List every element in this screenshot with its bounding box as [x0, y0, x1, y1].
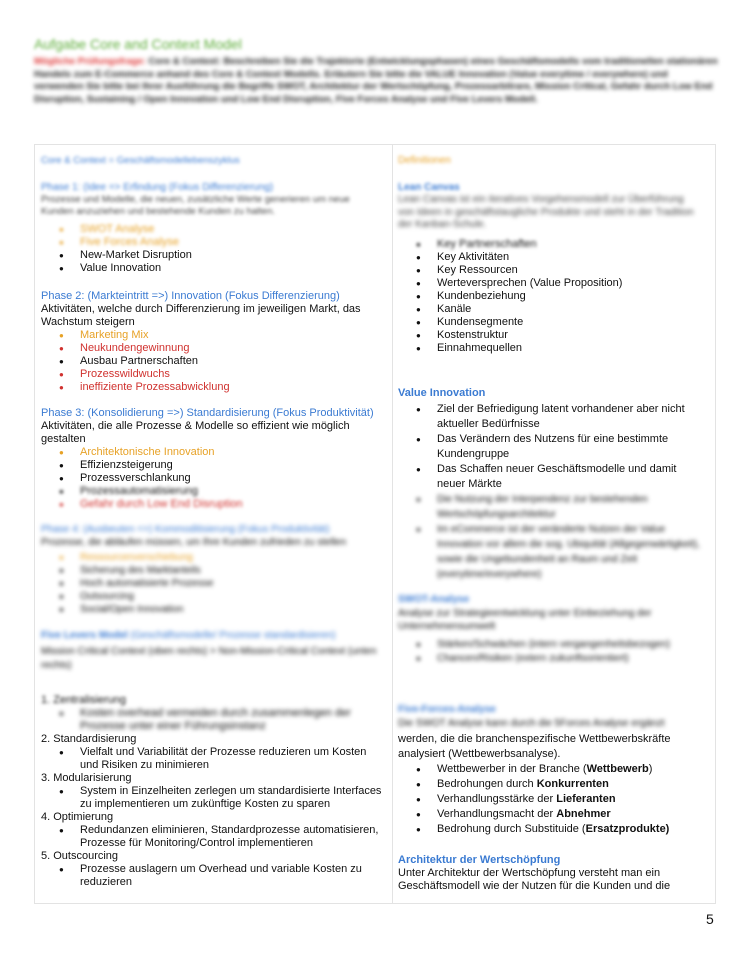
lever-label: 5. Outscourcing	[41, 850, 119, 862]
phase1-desc: Prozesse und Modelle, die neuen, zusätzliche Werte generieren um neue Kunden anzuziehen und bestehende Kunden zu halten.	[41, 194, 350, 217]
value-innovation-title: Value Innovation	[398, 387, 486, 399]
list-item: ● Chancen/Risiken (extern zukunftsorientiert)	[392, 652, 702, 666]
list-item: ● Social/Open Innovation	[35, 603, 375, 616]
lever-label: 1. Zentralisierung	[41, 694, 126, 706]
lever-desc: ● Prozesse auslagern um Overhead und variable Kosten zu reduzieren	[35, 863, 386, 889]
lever-desc: ● System in Einzelheiten zerlegen um standardisierte Interfaces zu implementieren um zukünftige Kosten zu sparen	[35, 785, 386, 811]
phase2-list	[35, 329, 375, 394]
left-column	[34, 144, 393, 904]
list-item: ● Verhandlungsmacht der Abnehmer	[392, 807, 702, 822]
list-item: ● New-Market Disruption	[35, 249, 375, 262]
list-item: ● Verhandlungsstärke der Lieferanten	[392, 792, 702, 807]
list-item: ● Kanäle	[392, 303, 702, 316]
list-item: ● Bedrohungen durch Konkurrenten	[392, 777, 702, 792]
list-item: ● Neukundengewinnung	[35, 342, 375, 355]
list-item: ● Die Nutzung der Interpendenz zur bestehenden Wertschöpfungsarchitektur	[392, 492, 702, 522]
lean-canvas-title: Lean Canvas	[398, 182, 460, 193]
five-forces-desc-blur: Die SWOT Analyse kann durch die 5Forces Analyse ergänzt	[398, 718, 665, 729]
list-item: ● Sicherung des Marktanteils	[35, 564, 375, 577]
lean-canvas-desc: Lean Canvas ist ein iteratives Vorgehensmodell zur Überführung von Ideen in geschäftstaugliche Produkte und steht in der Tradition der Kanban-Schule.	[398, 194, 694, 230]
phase4-list	[35, 551, 375, 616]
list-item: ● SWOT Analyse	[35, 223, 375, 236]
document-title: Aufgabe Core and Context Model	[34, 36, 242, 52]
levers-desc: Mission Critical Context (oben rechts) > Non-Mission-Critical Context (unten rechts)	[41, 646, 377, 671]
phase4-desc: Prozesse, die abläufen müssen, um Ihre Kunden zufrieden zu stellen	[41, 537, 347, 548]
right-heading: Definitionen	[398, 155, 451, 166]
lever-desc: ● Redundanzen eliminieren, Standardprozesse automatisieren, Prozesse für Monitoring/Control implementieren	[35, 824, 386, 850]
list-item: ● Marketing Mix	[35, 329, 375, 342]
list-item: ● Ressourcenverschiebung	[35, 551, 375, 564]
list-item: ● Das Verändern des Nutzens für eine bestimmte Kundengruppe	[392, 432, 702, 462]
lean-canvas-list	[392, 238, 702, 355]
list-item: ● Bedrohung durch Substituide (Ersatzprodukte)	[392, 822, 702, 837]
swot-list	[392, 638, 702, 666]
list-item: ● Value Innovation	[35, 262, 375, 275]
phase2-title: Phase 2: (Markteintritt =>) Innovation (Fokus Differenzierung)	[41, 290, 340, 302]
architecture-desc: Unter Architektur der Wertschöpfung versteht man ein Geschäftsmodell wie der Nutzen für die Kunden und die	[398, 867, 671, 892]
list-item: ● Wettbewerber in der Branche (Wettbewerb)	[392, 762, 702, 777]
list-item: ● Hoch automatisierte Prozesse	[35, 577, 375, 590]
lever-desc: ● Vielfalt und Variabilität der Prozesse reduzieren um Kosten und Risiken zu minimieren	[35, 746, 386, 772]
list-item: ● Prozessverschlankung	[35, 472, 375, 485]
page-number: 5	[706, 911, 714, 927]
lever-label: 4. Optimierung	[41, 811, 114, 823]
lever-label: 2. Standardisierung	[41, 733, 137, 745]
list-item: ● Gefahr durch Low End Disruption	[35, 498, 375, 511]
exam-question-text: Core & Context: Beschreiben Sie die Trajektorie (Entwicklungsphasen) eines Geschäftsmodells vom traditionellen stationären Handels zum E-Commerce anhand des Core & Context Modells. Erläutern Sie bitte die VALUE Innovation (Value everytime / everywhere) und verwenden Sie bitte bei Ihrer Ausführung die Begriffe SWOT, Architektur der Wertschöpfung, Prozessarbitrare, Mission Critical, Gefahr durch Low End Disruption, Sustaining / Open Innovation und Low End Disruption, Five Forces Analyse und Five Levers Modell.	[34, 56, 718, 105]
five-forces-desc: werden, die die branchenspezifische Wettbewerbskräfte analysiert (Wettbewerbsanalyse).	[398, 733, 671, 760]
list-item: ● Im eCommerce ist der veränderte Nutzen der Value Innovation vor allem die sog. Ubiquität (Allgegenwärtigkeit), sowie die Ungebundenheit an Raum und Zeit (everytime/everywhere)	[392, 522, 702, 582]
list-item: ● Ausbau Partnerschaften	[35, 355, 375, 368]
phase3-title: Phase 3: (Konsolidierung =>) Standardisierung (Fokus Produktivität)	[41, 407, 374, 419]
right-column	[392, 144, 716, 904]
five-forces-title: Five-Forces-Analyse	[398, 704, 496, 715]
list-item: ● Kundenbeziehung	[392, 290, 702, 303]
list-item: ● Architektonische Innovation	[35, 446, 375, 459]
phase3-list	[35, 446, 375, 511]
list-item: ● ineffiziente Prozessabwicklung	[35, 381, 375, 394]
levers-list	[41, 694, 386, 889]
left-heading: Core & Context = Geschäftsmodellebenszyklus	[41, 155, 240, 166]
list-item: ● Einnahmequellen	[392, 342, 702, 355]
list-item: ● Das Schaffen neuer Geschäftsmodelle und damit neuer Märkte	[392, 462, 702, 492]
phase4-title: Phase 4: (Ausbeuten =>) Kommoditisierung (Fokus Produktivität)	[41, 524, 330, 535]
phase1-list	[35, 223, 375, 275]
phase1-title: Phase 1: (Idee => Erfindung (Fokus Differenzierung)	[41, 182, 274, 193]
intro-paragraph	[34, 56, 718, 106]
lever-desc: ● Kosten overhead vermeiden durch zusammenlegen der Prozesse unter einer Führungsinstanz	[35, 707, 386, 733]
five-forces-list	[392, 762, 702, 837]
lever-label: 3. Modularisierung	[41, 772, 132, 784]
list-item: ● Ziel der Befriedigung latent vorhandener aber nicht aktueller Bedürfnisse	[392, 402, 702, 432]
swot-title: SWOT-Analyse	[398, 594, 470, 605]
value-innovation-list	[392, 402, 702, 582]
list-item: ● Key Ressourcen	[392, 264, 702, 277]
list-item: ● Key Aktivitäten	[392, 251, 702, 264]
list-item: ● Prozesswildwuchs	[35, 368, 375, 381]
exam-question-label: Mögliche Prüfungsfrage:	[34, 56, 146, 67]
list-item: ● Werteversprechen (Value Proposition)	[392, 277, 702, 290]
list-item: ● Prozessautomatisierung	[35, 485, 375, 498]
architecture-title: Architektur der Wertschöpfung	[398, 854, 561, 866]
list-item: ● Key Partnerschaften	[392, 238, 702, 251]
swot-desc: Analyse zur Strategieentwicklung unter Einbeziehung der Unternehmensumwelt	[398, 608, 652, 632]
list-item: ● Kostenstruktur	[392, 329, 702, 342]
list-item: ● Kundensegmente	[392, 316, 702, 329]
phase2-desc: Aktivitäten, welche durch Differenzierung im jeweiligen Markt, das Wachstum steigern	[41, 303, 361, 328]
list-item: ● Outsourcing	[35, 590, 375, 603]
list-item: ● Effizienzsteigerung	[35, 459, 375, 472]
list-item: ● Stärken/Schwächen (intern vergangenheitsbezogen)	[392, 638, 702, 652]
list-item: ● Five Forces Analyse	[35, 236, 375, 249]
phase3-desc: Aktivitäten, die alle Prozesse & Modelle so effizient wie möglich gestalten	[41, 420, 350, 445]
levers-title: Five Levers Model (Geschäftsmodelle/ Prozesse standardisieren)	[41, 630, 336, 641]
